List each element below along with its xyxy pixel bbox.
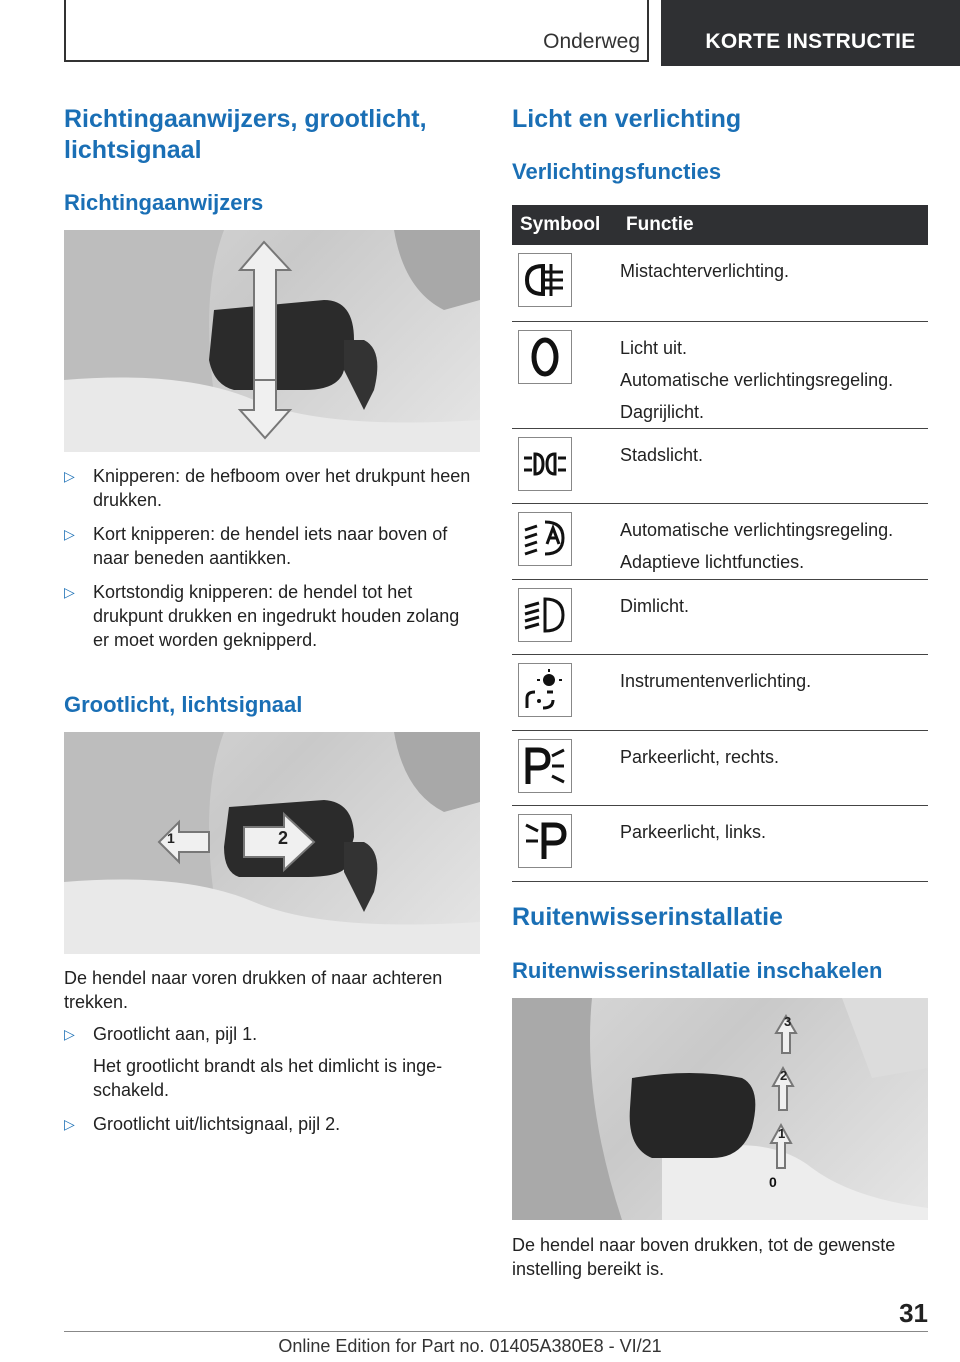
- function-text: Dimlicht.: [620, 595, 690, 616]
- arrow-label: 2: [278, 828, 289, 848]
- table-row: [512, 428, 928, 503]
- footer-divider: [64, 1331, 928, 1332]
- turn-signal-heading: Richtingaanwijzers: [64, 190, 264, 215]
- high-beam-paragraph: De hendel naar voren drukken of naar achteren trekken.: [64, 968, 443, 1012]
- page-number: 31: [899, 1298, 928, 1328]
- triangle-bullet-icon: ▷: [64, 468, 75, 484]
- wiper-heading: Ruitenwisserinstallatie: [512, 903, 783, 931]
- high-beam-lever-photo: [64, 732, 480, 954]
- function-text: Dagrijlicht.: [620, 401, 705, 422]
- side-light-icon: [518, 437, 572, 491]
- auto-light-icon: [518, 512, 572, 566]
- column-header-function: Functie: [618, 205, 928, 245]
- table-row: [512, 730, 928, 805]
- table-row: [512, 579, 928, 654]
- triangle-bullet-icon: ▷: [64, 584, 75, 600]
- position-label: 2: [780, 1068, 788, 1083]
- table-row: [512, 503, 928, 579]
- lighting-symbol-table: [512, 205, 928, 882]
- table-row: [512, 805, 928, 881]
- lighting-functions-heading: Verlichtingsfuncties: [512, 159, 722, 184]
- function-text: Mistachterverlichting.: [620, 261, 790, 281]
- table-row: [512, 654, 928, 730]
- triangle-bullet-icon: ▷: [64, 526, 75, 542]
- lighting-heading: Licht en verlichting: [512, 105, 742, 133]
- column-header-symbol: Symbool: [512, 205, 618, 245]
- wiper-paragraph: De hendel naar boven drukken, tot de gewenste instelling bereikt is.: [512, 1235, 896, 1279]
- position-label: 1: [778, 1126, 786, 1141]
- bullet-subtext: Het grootlicht brandt als het dimlicht is ingeschakeld.: [93, 1056, 443, 1100]
- parking-light-left-icon: [518, 814, 572, 868]
- instrument-lighting-icon: [518, 663, 572, 717]
- high-beam-heading: Grootlicht, lichtsignaal: [64, 692, 303, 717]
- position-label: 3: [784, 1014, 792, 1029]
- table-row: [512, 321, 928, 428]
- function-text: Parkeerlicht, links.: [620, 821, 767, 842]
- edition-footer: Online Edition for Part no. 01405A380E8 - VI/21: [278, 1336, 662, 1356]
- table-row: [512, 245, 928, 321]
- position-label: 0: [769, 1174, 777, 1190]
- rear-fog-light-icon: [518, 253, 572, 307]
- function-text: Automatische verlichtingsregeling.: [620, 369, 894, 390]
- parking-light-right-icon: [518, 739, 572, 793]
- triangle-bullet-icon: ▷: [64, 1026, 75, 1042]
- section-label: Onderweg: [543, 30, 640, 53]
- left-heading: Richtingaanwijzers, grootlicht, lichtsignaal: [64, 105, 427, 164]
- function-text: Stadslicht.: [620, 444, 704, 465]
- wiper-lever-photo: [512, 998, 928, 1220]
- page-header: [0, 0, 960, 66]
- chapter-tab: KORTE INSTRUCTIE: [661, 0, 960, 66]
- low-beam-icon: [518, 588, 572, 642]
- turn-signal-lever-photo: [64, 230, 480, 452]
- function-text: Licht uit.: [620, 337, 688, 358]
- function-text: Parkeerlicht, rechts.: [620, 746, 780, 767]
- light-off-zero-icon: [518, 330, 572, 384]
- arrow-label: 1: [167, 830, 175, 846]
- function-text: Instrumentenverlichting.: [620, 670, 812, 691]
- function-text: Adaptieve lichtfuncties.: [620, 551, 805, 572]
- wiper-subheading: Ruitenwisserinstallatie inschakelen: [512, 958, 883, 983]
- function-text: Automatische verlichtingsregeling.: [620, 519, 894, 540]
- triangle-bullet-icon: ▷: [64, 1116, 75, 1132]
